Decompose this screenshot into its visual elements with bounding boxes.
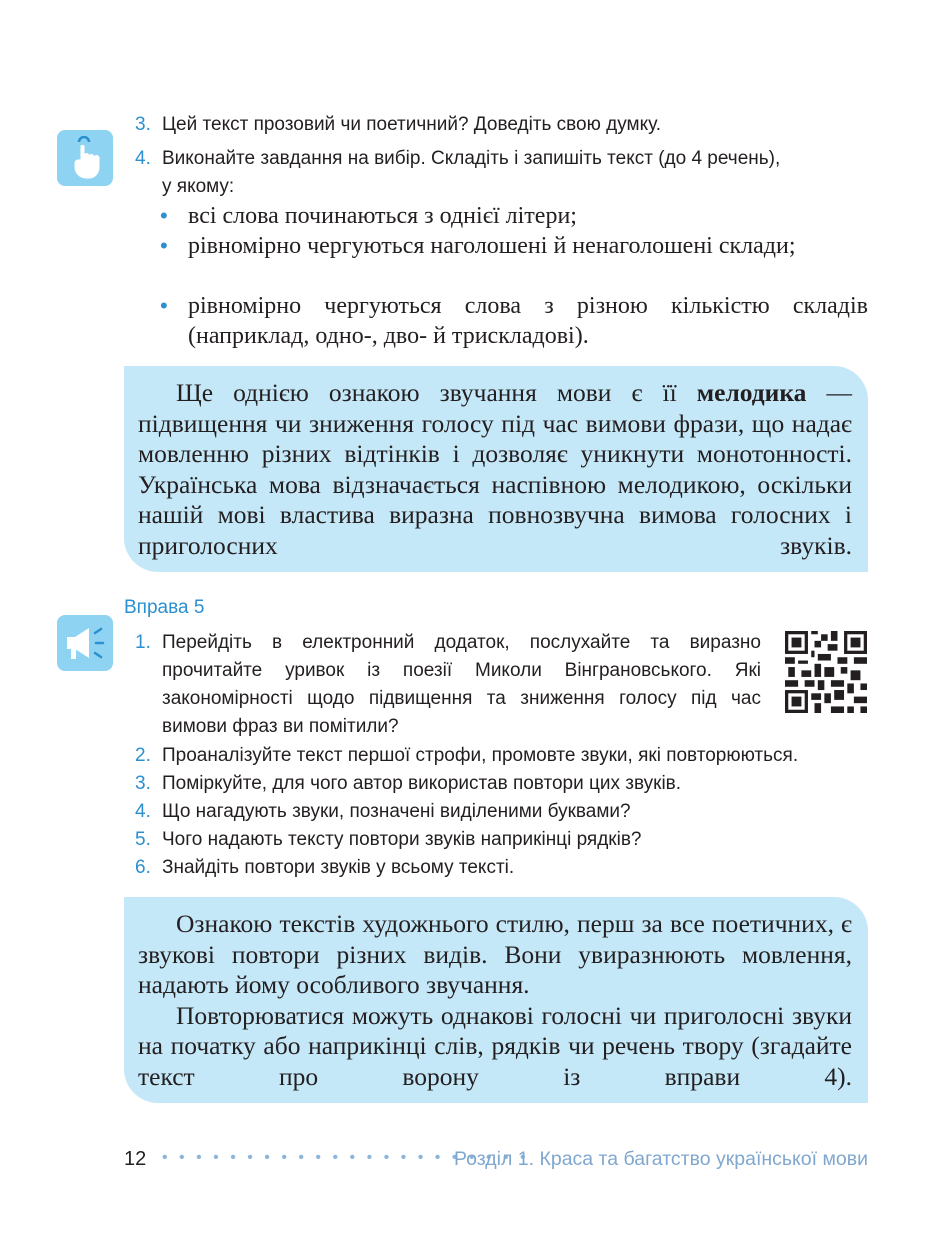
item-text: Що нагадують звуки, позначені виділеними буквами? (162, 801, 631, 822)
rule-term: мелодика (696, 378, 807, 407)
item-text-line1: Виконайте завдання на вибір. Складіть і запишіть текст (до 4 речень), (162, 148, 781, 169)
exercise-title: Вправа 5 (124, 597, 205, 618)
bullet-dot-icon: • (160, 233, 168, 258)
item-text: Поміркуйте, для чого автор використав повтори цих звуків. (162, 773, 682, 794)
item-text: Проаналізуйте текст першої строфи, промовте звуки, які повторюються. (162, 745, 799, 766)
exercise-item-5 (135, 826, 642, 854)
footer-dots: • • • • • • • • • • • • • • • • • • • • • • (162, 1149, 530, 1166)
exercise-item-4 (135, 798, 631, 826)
bullet-item (160, 231, 868, 261)
item-text-line2: у якому: (162, 176, 235, 197)
bullet-dot-icon: • (160, 203, 168, 228)
page-footer (124, 1148, 868, 1178)
page-number: 12 (124, 1148, 147, 1170)
item-number: 3. (135, 114, 151, 135)
bullet-item (160, 291, 868, 351)
exercise-item-3 (135, 770, 681, 798)
qr-code-icon[interactable] (785, 631, 867, 713)
item-number: 2. (135, 745, 151, 766)
bullet-dot-icon: • (160, 293, 168, 318)
pointing-hand-icon (57, 130, 113, 186)
task-item-3 (135, 111, 661, 139)
rule-paragraph-2: Повторюватися можуть однакові голосні чи приголосні звуки на початку або наприкінці слів, рядків чи речень твору (згадайте текст про ворону із вправи 4). (138, 1000, 852, 1091)
item-number: 3. (135, 773, 151, 794)
item-number: 5. (135, 829, 151, 850)
megaphone-icon (57, 615, 113, 671)
exercise-item-1 (135, 629, 761, 741)
rule-paragraph-1: Ознакою текстів художнього стилю, перш за все поетичних, є звукові повтори різних видів. Вони увиразнюють мовлення, надають йому особливого звучання. (138, 909, 852, 1000)
item-number: 6. (135, 857, 151, 878)
item-text: Цей текст прозовий чи поетичний? Доведіть свою думку. (162, 114, 661, 135)
rule-box-melody (124, 366, 868, 572)
exercise-item-2 (135, 742, 798, 770)
exercise-item-6 (135, 854, 514, 882)
rule-text-start: Ще однією ознакою звучання мови є її (176, 378, 697, 407)
item-text: Перейдіть в електронний додаток, послухайте та виразно прочитайте уривок із поезії Миколи Вінграновського. Які закономірності щодо підвищення та зниження голосу під час вимови фраз ви помітили? (162, 632, 761, 737)
bullet-text: рівномірно чергуються наголошені й ненаголошені склади; (188, 233, 796, 259)
bullet-text: рівномірно чергуються слова з різною кількістю складів (наприклад, одно-, дво- й трискладові). (188, 293, 868, 349)
item-number: 4. (135, 148, 151, 169)
rule-box-sound-repetition (124, 897, 868, 1103)
bullet-item (160, 201, 868, 231)
item-number: 1. (135, 632, 151, 653)
task-item-4 (135, 145, 780, 173)
item-text: Знайдіть повтори звуків у всьому тексті. (162, 857, 515, 878)
bullet-text: всі слова починаються з однієї літери; (188, 203, 577, 229)
chapter-title: Розділ 1. Краса та багатство української мови (454, 1148, 868, 1170)
rule-text (138, 378, 852, 562)
item-number: 4. (135, 801, 151, 822)
rule-text-end: — підвищення чи зниження голосу під час вимови фрази, що надає мовленню різних відтінків і дозволяє уникнути монотонності. Українська мова відзначається наспівною мелодикою, оскільки нашій мові властива виразна повнозвучна вимова голосних і приголосних звуків. (138, 378, 852, 560)
task-item-4-continuation (162, 173, 234, 201)
item-text: Чого надають тексту повтори звуків наприкінці рядків? (162, 829, 642, 850)
